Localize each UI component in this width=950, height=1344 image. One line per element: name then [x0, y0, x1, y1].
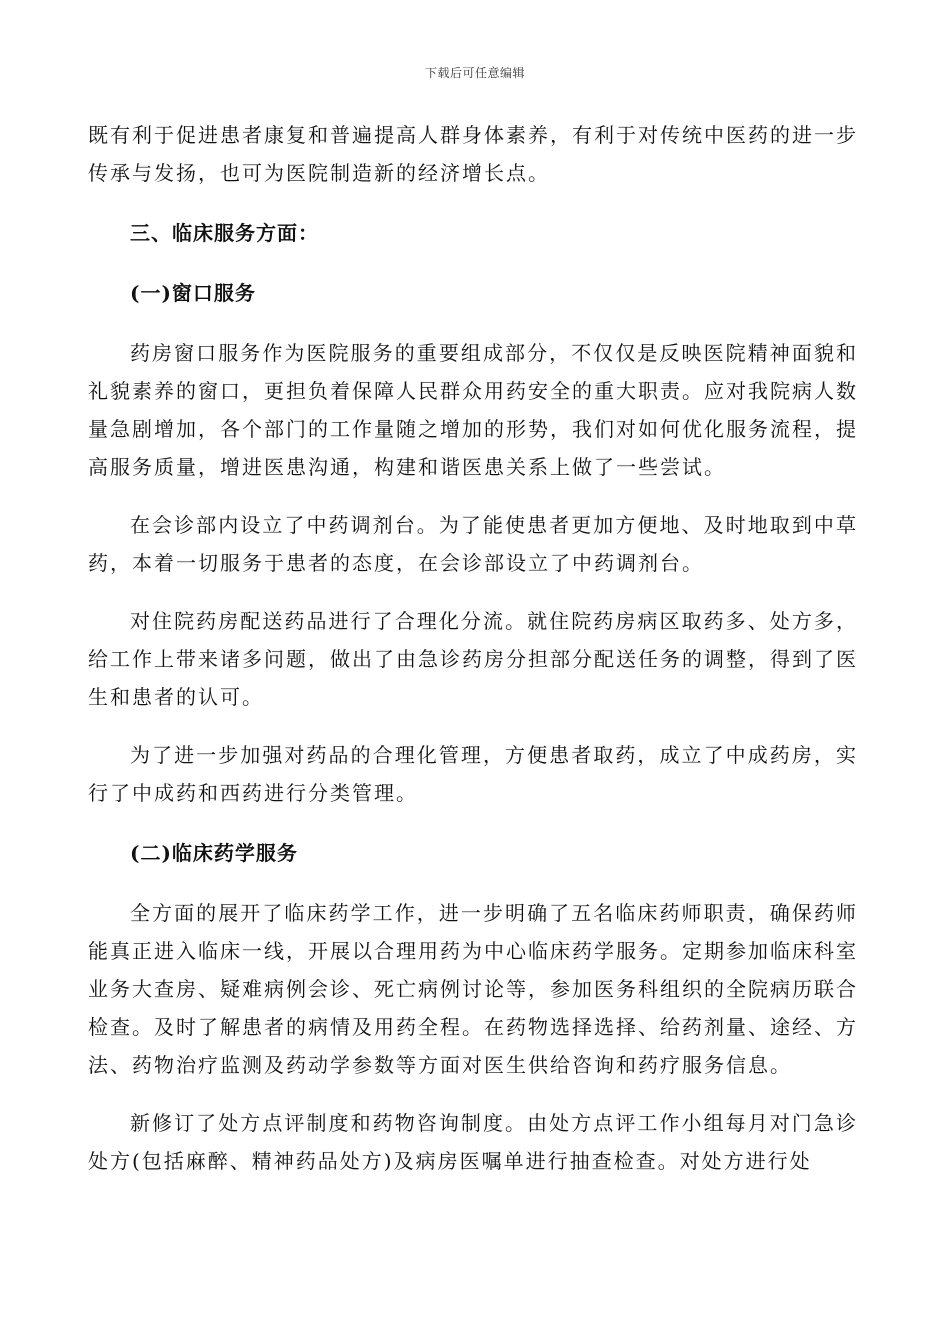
page-header: 下载后可任意编辑 [424, 66, 525, 80]
subsection-heading-window-service: (一)窗口服务 [130, 281, 256, 305]
document-body [88, 116, 858, 1180]
section-heading-clinical-services: 三、临床服务方面： [130, 221, 319, 245]
paragraph-window-service: 药房窗口服务作为医院服务的重要组成部分，不仅仅是反映医院精神面貌和礼貌素养的窗口，更担负着保障人民群众用药安全的重大职责。应对我院病人数量急剧增加，各个部门的工作量随之增加的形势，我们对如何优化服务流程，提高服务质量，增进医患沟通，构建和谐医患关系上做了一些尝试。 [88, 341, 858, 479]
paragraph-prescription-review: 新修订了处方点评制度和药物咨询制度。由处方点评工作小组每月对门急诊处方(包括麻醉、精神药品处方)及病房医嘱单进行抽查检查。对处方进行处 [88, 1111, 858, 1173]
paragraph-continuation: 既有利于促进患者康复和普遍提高人群身体素养，有利于对传统中医药的进一步传承与发扬，也可为医院制造新的经济增长点。 [88, 123, 858, 185]
paragraph-chinese-patent-medicine: 为了进一步加强对药品的合理化管理，方便患者取药，成立了中成药房，实行了中成药和西药进行分类管理。 [88, 743, 858, 805]
subsection-heading-clinical-pharmacy: (二)临床药学服务 [130, 841, 298, 865]
paragraph-inpatient-pharmacy: 对住院药房配送药品进行了合理化分流。就住院药房病区取药多、处方多，给工作上带来诸多问题，做出了由急诊药房分担部分配送任务的调整，得到了医生和患者的认可。 [88, 609, 858, 709]
paragraph-consultation-dispensing: 在会诊部内设立了中药调剂台。为了能使患者更加方便地、及时地取到中草药，本着一切服务于患者的态度，在会诊部设立了中药调剂台。 [88, 513, 858, 575]
paragraph-clinical-pharmacy: 全方面的展开了临床药学工作，进一步明确了五名临床药师职责，确保药师能真正进入临床一线，开展以合理用药为中心临床药学服务。定期参加临床科室业务大查房、疑难病例会诊、死亡病例讨论等，参加医务科组织的全院病历联合检查。及时了解患者的病情及用药全程。在药物选择选择、给药剂量、途经、方法、药物治疗监测及药动学参数等方面对医生供给咨询和药疗服务信息。 [88, 901, 858, 1077]
